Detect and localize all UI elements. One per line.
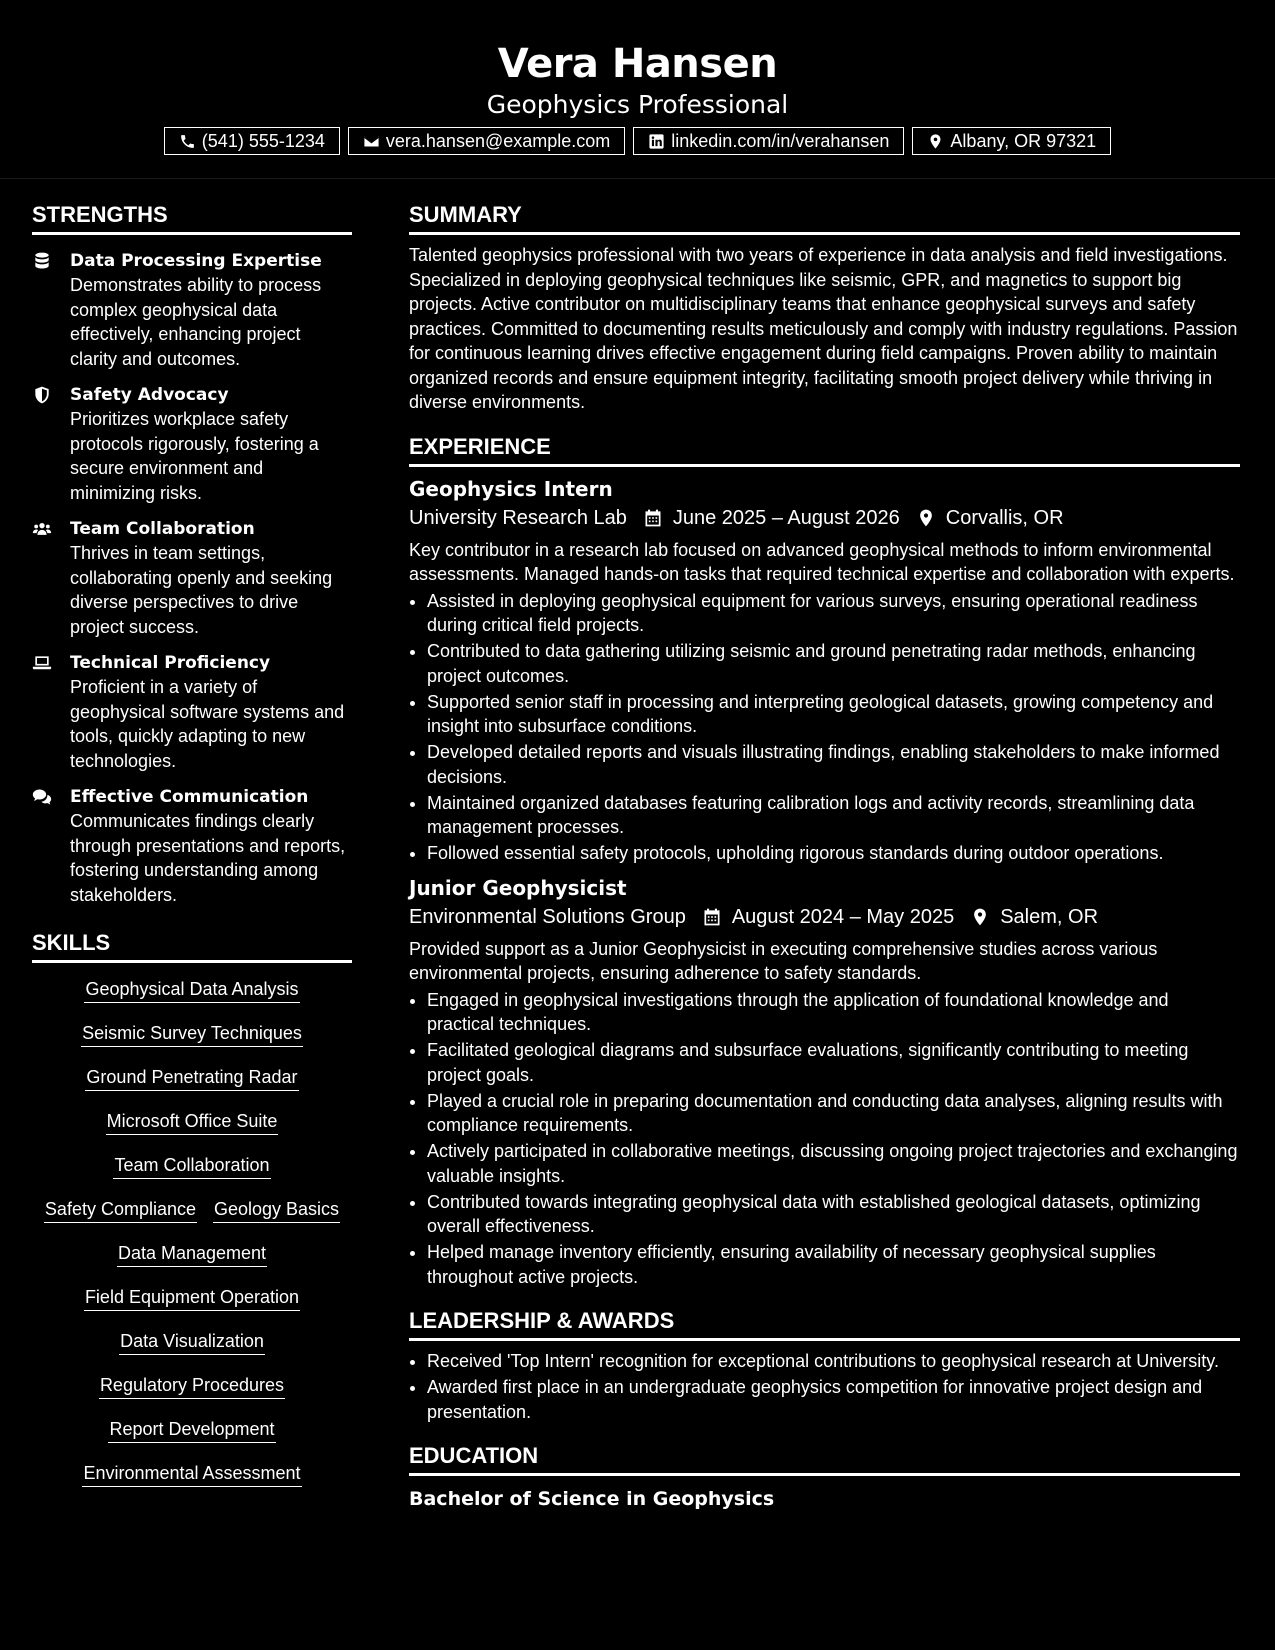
job-location: Salem, OR	[1000, 905, 1099, 928]
strength-name: Data Processing Expertise	[70, 251, 322, 271]
calendar-icon	[702, 907, 722, 927]
degree-name: Bachelor of Science in Geophysics	[409, 1488, 775, 1510]
strength-name: Technical Proficiency	[70, 653, 271, 673]
strength-item	[32, 651, 352, 773]
job-dates: June 2025 – August 2026	[672, 506, 900, 529]
job-bullet: • Facilitated geological diagrams and subsurface evaluations, significantly contributing to meeting project goals.	[427, 1038, 1240, 1087]
experience-heading: EXPERIENCE	[409, 433, 1240, 467]
skill-tag: Microsoft Office Suite	[106, 1109, 279, 1135]
contact-email[interactable]	[348, 127, 625, 155]
awards-list	[409, 1349, 1240, 1424]
comments-icon	[32, 787, 52, 807]
left-column	[32, 179, 352, 1512]
strength-item	[32, 383, 352, 505]
right-column	[409, 179, 1240, 1512]
job-meta	[409, 503, 1240, 533]
job-title: Junior Geophysicist	[409, 875, 627, 900]
award-item: • Received 'Top Intern' recognition for exceptional contributions to geophysical research at University.	[427, 1349, 1240, 1374]
job-location: Corvallis, OR	[945, 506, 1064, 529]
strength-desc: Demonstrates ability to process complex geophysical data effectively, enhancing project clarity and outcomes.	[70, 275, 322, 369]
database-icon	[32, 251, 52, 271]
skill-tag: Geophysical Data Analysis	[84, 977, 299, 1003]
summary-text: Talented geophysics professional with two years of experience in data analysis and field investigations. Specialized in deploying geophysical techniques like seismic, GPR, and magnetics to support big projects. Active contributor on multidisciplinary teams that enhance geophysical surveys and safety practices. Committed to documenting results meticulously and comply with industry regulations. Passion for continuous learning drives effective engagement during field campaigns. Proven ability to maintain organized records and ensure equipment integrity, facilitating smooth project delivery while thriving in diverse environments.	[409, 245, 1238, 412]
map-marker-icon	[927, 133, 944, 150]
education-heading: EDUCATION	[409, 1442, 1240, 1476]
phone-text: (541) 555-1234	[201, 130, 325, 151]
strength-desc: Prioritizes workplace safety protocols rigorously, fostering a secure environment and minimizing risks.	[70, 409, 319, 503]
award-item: • Awarded first place in an undergraduate geophysics competition for innovative project design and presentation.	[427, 1375, 1240, 1424]
awards-heading: LEADERSHIP & AWARDS	[409, 1307, 1240, 1341]
skill-tag: Report Development	[108, 1417, 275, 1443]
skill-tag: Regulatory Procedures	[99, 1373, 285, 1399]
skill-tag: Environmental Assessment	[82, 1461, 301, 1487]
skills-heading: SKILLS	[32, 929, 352, 963]
strengths-list	[32, 249, 352, 907]
candidate-name: Vera Hansen	[497, 41, 778, 87]
job-bullet: • Contributed to data gathering utilizing seismic and ground penetrating radar methods, enhancing project outcomes.	[427, 639, 1240, 688]
job-bullet: • Assisted in deploying geophysical equipment for various surveys, ensuring operational readiness during critical field projects.	[427, 589, 1240, 638]
linkedin-text: linkedin.com/in/verahansen	[671, 130, 890, 151]
linkedin-icon	[648, 133, 665, 150]
summary-heading: SUMMARY	[409, 201, 1240, 235]
strength-desc: Proficient in a variety of geophysical software systems and tools, quickly adapting to new technologies.	[70, 677, 345, 771]
job-entry	[409, 874, 1240, 1290]
email-text: vera.hansen@example.com	[385, 130, 611, 151]
skill-tag: Field Equipment Operation	[84, 1285, 300, 1311]
phone-icon	[179, 133, 196, 150]
job-bullet: • Developed detailed reports and visuals illustrating findings, enabling stakeholders to make informed decisions.	[427, 740, 1240, 789]
strength-desc: Communicates findings clearly through presentations and reports, fostering understanding among stakeholders.	[70, 811, 346, 905]
strengths-heading: STRENGTHS	[32, 201, 352, 235]
job-dates: August 2024 – May 2025	[731, 905, 955, 928]
users-icon	[32, 519, 52, 539]
skill-tag: Seismic Survey Techniques	[81, 1021, 303, 1047]
contact-bar	[0, 127, 1275, 155]
strength-item	[32, 785, 352, 907]
skill-tag: Geology Basics	[213, 1197, 340, 1223]
strength-name: Safety Advocacy	[70, 385, 229, 405]
job-description: Provided support as a Junior Geophysicist in executing comprehensive studies across various environmental projects, ensuring adherence to safety standards.	[409, 938, 1158, 983]
calendar-icon	[643, 508, 663, 528]
strength-item	[32, 517, 352, 639]
skill-tag: Safety Compliance	[44, 1197, 197, 1223]
laptop-icon	[32, 653, 52, 673]
job-bullet: • Contributed towards integrating geophysical data with established geological datasets, optimizing overall effectiveness.	[427, 1190, 1240, 1239]
skill-tag: Team Collaboration	[113, 1153, 270, 1179]
strength-item	[32, 249, 352, 371]
skill-tag: Ground Penetrating Radar	[85, 1065, 298, 1091]
job-entry	[409, 475, 1240, 866]
map-marker-icon	[970, 907, 990, 927]
job-bullet: • Actively participated in collaborative meetings, discussing ongoing project trajectories and exchanging valuable insights.	[427, 1139, 1240, 1188]
job-bullets	[409, 988, 1240, 1290]
skills-list	[32, 977, 352, 1505]
job-bullet: • Helped manage inventory efficiently, ensuring availability of necessary geophysical supplies throughout active projects.	[427, 1240, 1240, 1289]
job-company: University Research Lab	[409, 506, 627, 529]
skill-tag: Data Management	[117, 1241, 267, 1267]
candidate-title: Geophysics Professional	[486, 90, 789, 119]
shield-icon	[32, 385, 52, 405]
job-bullets	[409, 589, 1240, 866]
job-meta	[409, 902, 1240, 932]
job-description: Key contributor in a research lab focused on advanced geophysical methods to inform environmental assessments. Managed hands-on tasks that required technical expertise and collaboration with experts.	[409, 539, 1235, 584]
resume-header	[0, 0, 1275, 179]
map-marker-icon	[916, 508, 936, 528]
job-bullet: • Engaged in geophysical investigations through the application of foundational knowledge and practical techniques.	[427, 988, 1240, 1037]
job-bullet: • Played a crucial role in preparing documentation and conducting data analyses, aligning results with compliance requirements.	[427, 1089, 1240, 1138]
skill-tag: Data Visualization	[119, 1329, 265, 1355]
contact-location	[912, 127, 1111, 155]
location-text: Albany, OR 97321	[950, 130, 1097, 151]
job-title: Geophysics Intern	[409, 476, 613, 501]
contact-phone[interactable]	[164, 127, 340, 155]
job-bullet: • Supported senior staff in processing and interpreting geological datasets, growing competency and insight into subsurface conditions.	[427, 690, 1240, 739]
strength-name: Team Collaboration	[70, 519, 255, 539]
strength-name: Effective Communication	[70, 787, 309, 807]
contact-linkedin[interactable]	[633, 127, 904, 155]
job-bullet: • Followed essential safety protocols, upholding rigorous standards during outdoor operations.	[427, 841, 1240, 866]
job-company: Environmental Solutions Group	[409, 905, 686, 928]
envelope-icon	[363, 133, 380, 150]
strength-desc: Thrives in team settings, collaborating openly and seeking diverse perspectives to drive project success.	[70, 543, 333, 637]
job-bullet: • Maintained organized databases featuring calibration logs and activity records, streamlining data management processes.	[427, 791, 1240, 840]
